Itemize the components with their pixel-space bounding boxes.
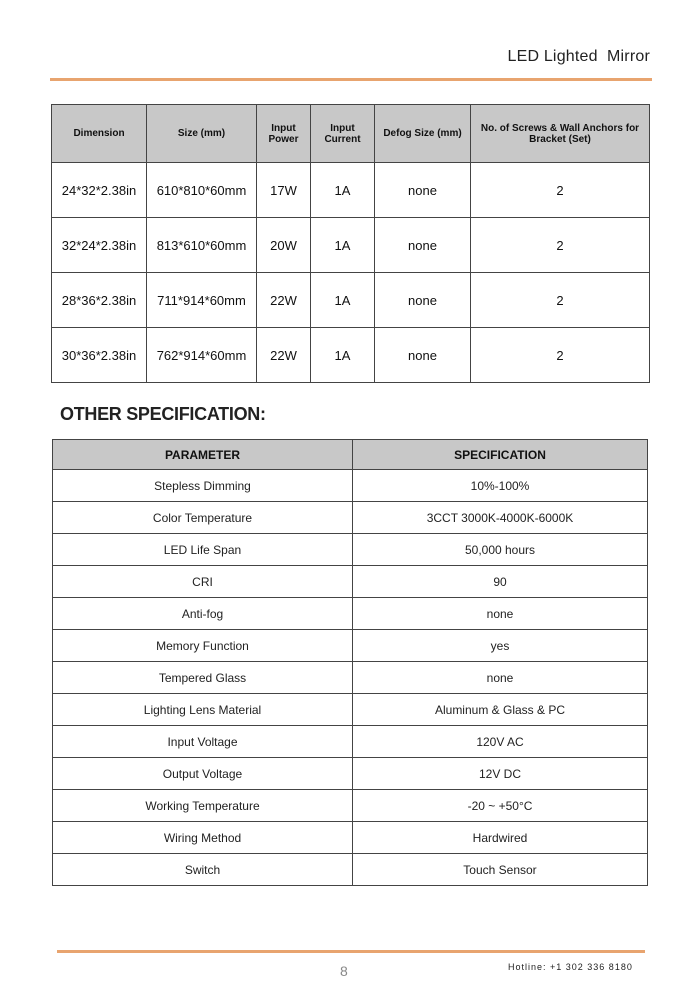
- cell-size: 813*610*60mm: [147, 218, 257, 273]
- header-divider: [50, 78, 652, 81]
- cell-parameter: Wiring Method: [53, 822, 353, 854]
- table-row: [53, 534, 648, 566]
- cell-size: 762*914*60mm: [147, 328, 257, 383]
- table-row: [53, 758, 648, 790]
- header-specification: SPECIFICATION: [353, 440, 648, 470]
- cell-specification: 3CCT 3000K-4000K-6000K: [353, 502, 648, 534]
- table-row: [53, 566, 648, 598]
- cell-parameter: Stepless Dimming: [53, 470, 353, 502]
- cell-current: 1A: [311, 163, 375, 218]
- cell-screws: 2: [471, 163, 650, 218]
- specification-table: [52, 439, 648, 886]
- dimension-table-header: [52, 105, 650, 163]
- cell-specification: 50,000 hours: [353, 534, 648, 566]
- cell-current: 1A: [311, 273, 375, 328]
- table-row: [53, 470, 648, 502]
- header-input-current: Input Current: [311, 105, 375, 163]
- header-dimension: Dimension: [52, 105, 147, 163]
- table-row: [53, 790, 648, 822]
- cell-parameter: Output Voltage: [53, 758, 353, 790]
- page-number: 8: [340, 963, 348, 979]
- cell-parameter: Anti-fog: [53, 598, 353, 630]
- cell-defog: none: [375, 163, 471, 218]
- header-defog-size: Defog Size (mm): [375, 105, 471, 163]
- cell-defog: none: [375, 328, 471, 383]
- table-row: [52, 218, 650, 273]
- cell-specification: 10%-100%: [353, 470, 648, 502]
- table-row: [53, 694, 648, 726]
- cell-specification: 90: [353, 566, 648, 598]
- cell-defog: none: [375, 273, 471, 328]
- specification-table-header: [53, 440, 648, 470]
- cell-parameter: Tempered Glass: [53, 662, 353, 694]
- header-screws-anchors: No. of Screws & Wall Anchors for Bracket (Set): [471, 105, 650, 163]
- table-row: [52, 273, 650, 328]
- cell-dimension: 24*32*2.38in: [52, 163, 147, 218]
- cell-parameter: Memory Function: [53, 630, 353, 662]
- cell-parameter: Input Voltage: [53, 726, 353, 758]
- cell-specification: none: [353, 598, 648, 630]
- cell-parameter: Working Temperature: [53, 790, 353, 822]
- cell-parameter: LED Life Span: [53, 534, 353, 566]
- header-input-power: Input Power: [257, 105, 311, 163]
- cell-specification: 120V AC: [353, 726, 648, 758]
- cell-size: 610*810*60mm: [147, 163, 257, 218]
- cell-specification: none: [353, 662, 648, 694]
- cell-parameter: Lighting Lens Material: [53, 694, 353, 726]
- cell-specification: yes: [353, 630, 648, 662]
- cell-specification: -20 ~ +50°C: [353, 790, 648, 822]
- section-title-other-spec: OTHER SPECIFICATION:: [60, 404, 266, 424]
- cell-specification: Aluminum & Glass & PC: [353, 694, 648, 726]
- document-title: LED Lighted Mirror: [507, 48, 650, 65]
- cell-power: 20W: [257, 218, 311, 273]
- cell-parameter: Color Temperature: [53, 502, 353, 534]
- table-row: [53, 726, 648, 758]
- cell-current: 1A: [311, 218, 375, 273]
- cell-defog: none: [375, 218, 471, 273]
- footer-divider: [57, 950, 645, 953]
- cell-current: 1A: [311, 328, 375, 383]
- cell-power: 22W: [257, 328, 311, 383]
- cell-screws: 2: [471, 218, 650, 273]
- cell-specification: Hardwired: [353, 822, 648, 854]
- cell-screws: 2: [471, 328, 650, 383]
- table-row: [53, 630, 648, 662]
- cell-parameter: CRI: [53, 566, 353, 598]
- table-row: [53, 662, 648, 694]
- header-size: Size (mm): [147, 105, 257, 163]
- cell-parameter: Switch: [53, 854, 353, 886]
- hotline-text: Hotline: +1 302 336 8180: [508, 962, 633, 972]
- cell-screws: 2: [471, 273, 650, 328]
- cell-specification: Touch Sensor: [353, 854, 648, 886]
- table-row: [53, 854, 648, 886]
- cell-power: 17W: [257, 163, 311, 218]
- cell-power: 22W: [257, 273, 311, 328]
- cell-dimension: 32*24*2.38in: [52, 218, 147, 273]
- table-row: [53, 502, 648, 534]
- cell-specification: 12V DC: [353, 758, 648, 790]
- cell-dimension: 30*36*2.38in: [52, 328, 147, 383]
- header-parameter: PARAMETER: [53, 440, 353, 470]
- cell-dimension: 28*36*2.38in: [52, 273, 147, 328]
- table-row: [53, 822, 648, 854]
- cell-size: 711*914*60mm: [147, 273, 257, 328]
- table-row: [53, 598, 648, 630]
- table-row: [52, 163, 650, 218]
- table-row: [52, 328, 650, 383]
- dimension-table: [51, 104, 650, 383]
